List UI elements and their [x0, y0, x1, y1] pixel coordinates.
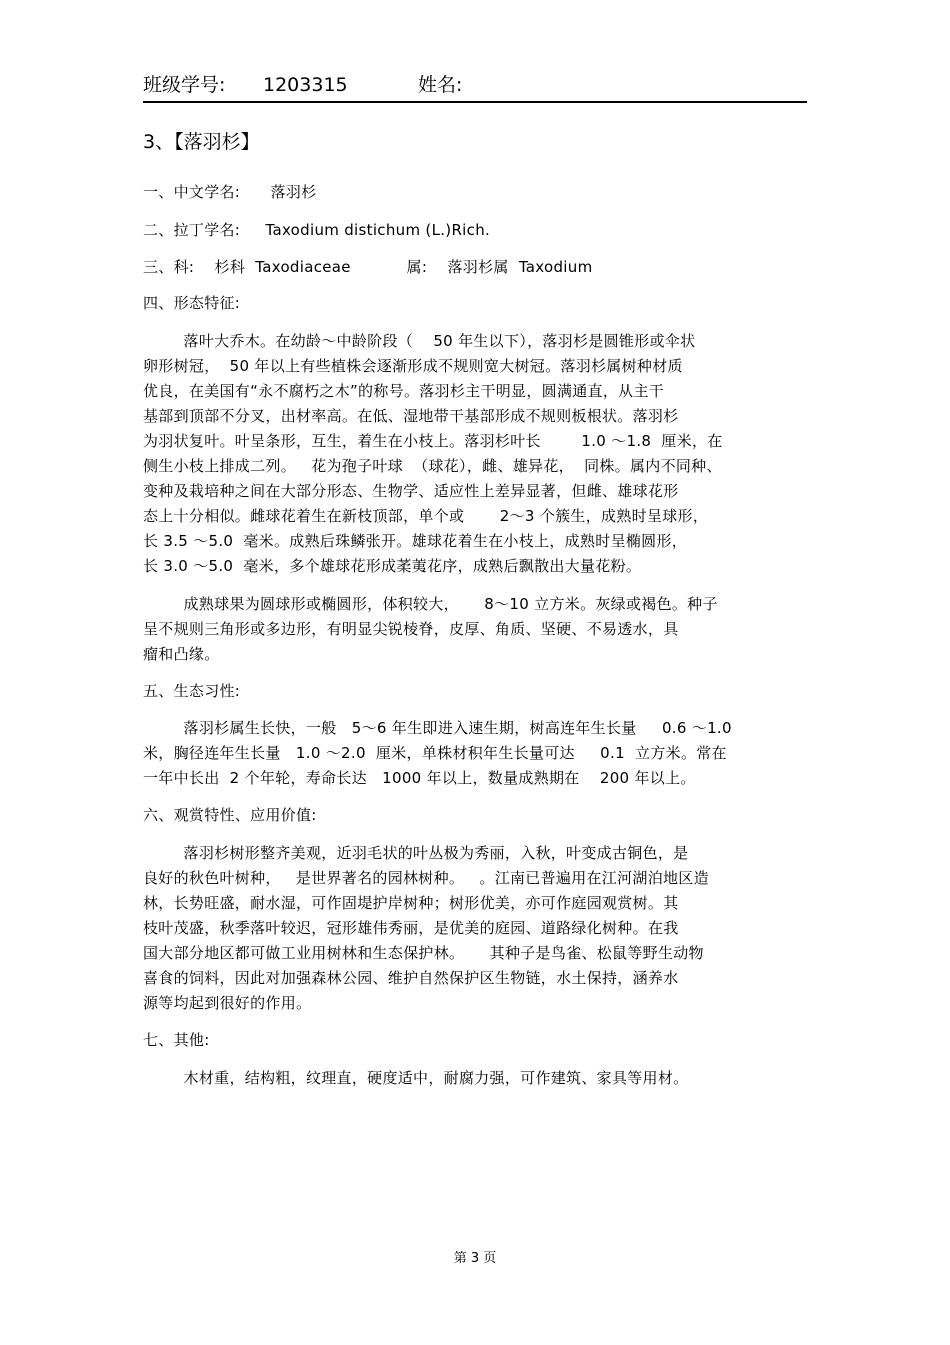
- paragraph-line: 侧生小枝上排成二列。 花为孢子叶球 （球花），雌、雄异花， 同株。属内不同种、: [143, 457, 722, 475]
- class-number-value: 1203315: [263, 74, 348, 96]
- paragraph-line: 木材重，结构粗，纹理直，硬度适中，耐腐力强，可作建筑、家具等用材。: [143, 1069, 689, 1087]
- paragraph-line: 成熟球果为圆球形或椭圆形，体积较大， 8～10 立方米。灰绿或褐色。种子: [143, 595, 718, 613]
- ecology-heading: 五、生态习性:: [143, 682, 241, 700]
- latin-name-line: 二、拉丁学名: Taxodium distichum (L.)Rich.: [143, 221, 491, 239]
- paragraph-line: 变种及栽培种之间在大部分形态、生物学、适应性上差异显著，但雌、雄球花形: [143, 482, 679, 500]
- paragraph-line: 林，长势旺盛，耐水湿，可作固堤护岸树种；树形优美，亦可作庭园观赏树。其: [143, 894, 679, 912]
- paragraph-line: 优良，在美国有“永不腐朽之木”的称号。落羽杉主干明显，圆满通直，从主干: [143, 382, 665, 400]
- value-heading: 六、观赏特性、应用价值:: [143, 806, 317, 824]
- paragraph-line: 落羽杉属生长快，一般 5～6 年生即进入速生期，树高连年生长量 0.6 ～1.0: [143, 719, 732, 737]
- paragraph-line: 基部到顶部不分叉，出材率高。在低、湿地带干基部形成不规则板根状。落羽杉: [143, 407, 679, 425]
- paragraph-line: 呈不规则三角形或多边形，有明显尖锐棱脊，皮厚、角质、坚硬、不易透水，具: [143, 620, 679, 638]
- class-number-label: 班级学号:: [143, 74, 226, 96]
- paragraph-line: 枝叶茂盛，秋季落叶较迟，冠形雄伟秀丽，是优美的庭园、道路绿化树种。在我: [143, 919, 679, 937]
- page-header: [143, 70, 806, 100]
- paragraph-line: 喜食的饲料，因此对加强森林公园、维护自然保护区生物链，水土保持，涵养水: [143, 969, 679, 987]
- species-title: 3、【落羽杉】: [143, 131, 260, 153]
- paragraph-line: 良好的秋色叶树种， 是世界著名的园林树种。 。江南已普遍用在江河湖泊地区造: [143, 869, 709, 887]
- page-number: 第 3 页: [453, 1251, 497, 1266]
- paragraph-line: 长 3.0 ～5.0 毫米，多个雄球花形成葇荑花序，成熟后飘散出大量花粉。: [143, 557, 642, 575]
- paragraph-line: 落叶大乔木。在幼龄～中龄阶段（ 50 年生以下），落羽杉是圆锥形或伞状: [143, 332, 696, 350]
- paragraph-line: 米，胸径连年生长量 1.0 ～2.0 厘米，单株材积年生长量可达 0.1 立方米。常在: [143, 744, 727, 762]
- header-divider: [143, 101, 807, 103]
- paragraph-line: 长 3.5 ～5.0 毫米。成熟后珠鳞张开。雄球花着生在小枝上，成熟时呈椭圆形，: [143, 532, 688, 550]
- family-genus-line: 三、科: 杉科 Taxodiaceae 属: 落羽杉属 Taxodium: [143, 258, 593, 276]
- student-name-label: 姓名:: [418, 74, 463, 96]
- paragraph-line: 为羽状复叶。叶呈条形，互生，着生在小枝上。落羽杉叶长 1.0 ～1.8 厘米，在: [143, 432, 723, 450]
- other-heading: 七、其他:: [143, 1031, 210, 1049]
- paragraph-line: 态上十分相似。雌球花着生在新枝顶部，单个或 2～3 个簇生，成熟时呈球形，: [143, 507, 709, 525]
- paragraph-line: 国大部分地区都可做工业用树林和生态保护林。 其种子是鸟雀、松鼠等野生动物: [143, 944, 704, 962]
- paragraph-line: 一年中长出 2 个年轮，寿命长达 1000 年以上，数量成熟期在 200 年以上。: [143, 769, 696, 787]
- paragraph-line: 源等均起到很好的作用。: [143, 994, 312, 1012]
- paragraph-line: 落羽杉树形整齐美观，近羽毛状的叶丛极为秀丽，入秋，叶变成古铜色，是: [143, 844, 689, 862]
- paragraph-line: 瘤和凸缘。: [143, 645, 220, 663]
- morphology-heading: 四、形态特征:: [143, 294, 241, 312]
- chinese-name-line: 一、中文学名: 落羽杉: [143, 183, 317, 201]
- paragraph-line: 卵形树冠， 50 年以上有些植株会逐渐形成不规则宽大树冠。落羽杉属树种材质: [143, 357, 683, 375]
